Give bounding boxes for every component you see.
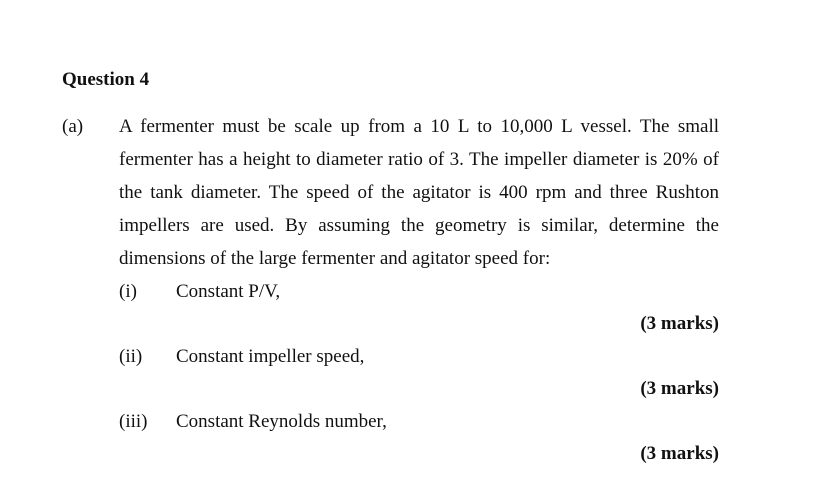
part-label: (a) (62, 116, 84, 137)
paragraph-line: fermenter has a height to diameter ratio of 3. The impeller diameter is 20% of (119, 149, 719, 170)
subpart-text-ii: Constant impeller speed, (176, 346, 365, 367)
subpart-text-i: Constant P/V, (176, 281, 281, 302)
subpart-label-iii: (iii) (119, 411, 148, 432)
paragraph-line: dimensions of the large fermenter and agitator speed for: (119, 248, 551, 269)
marks-label-iii: (3 marks) (640, 443, 719, 464)
marks-label-ii: (3 marks) (640, 378, 719, 399)
question-title: Question 4 (62, 69, 150, 90)
subpart-text-iii: Constant Reynolds number, (176, 411, 387, 432)
paragraph-line: the tank diameter. The speed of the agitator is 400 rpm and three Rushton (119, 182, 719, 203)
marks-label-i: (3 marks) (640, 313, 719, 334)
paragraph-line: impellers are used. By assuming the geometry is similar, determine the (119, 215, 719, 236)
paragraph-line: A fermenter must be scale up from a 10 L to 10,000 L vessel. The small (119, 116, 719, 137)
subpart-label-i: (i) (119, 281, 137, 302)
subpart-label-ii: (ii) (119, 346, 143, 367)
